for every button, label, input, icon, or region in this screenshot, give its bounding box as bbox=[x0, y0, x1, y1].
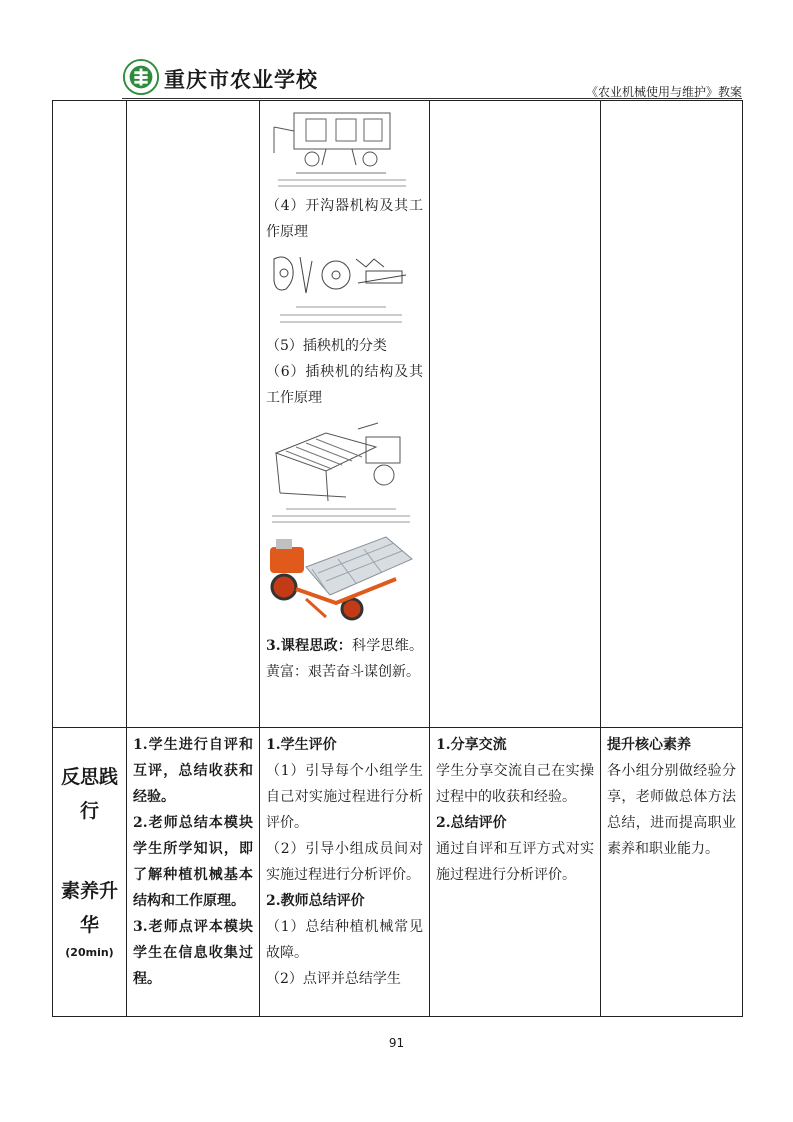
lesson-table bbox=[52, 100, 743, 1017]
stage-cell bbox=[53, 101, 127, 728]
item-4-text: （4）开沟器机构及其工作原理 bbox=[266, 198, 423, 240]
header-rule bbox=[122, 98, 742, 99]
table-row bbox=[53, 728, 743, 1017]
stage-title-reflect: 反思践行 bbox=[60, 766, 118, 822]
teacher-activity-text: （1）总结种植机械常见故障。 bbox=[266, 919, 423, 961]
transplanter-line-drawing bbox=[266, 413, 416, 525]
stage-title-literacy: 素养升华 bbox=[60, 880, 118, 936]
teaching-content-cell bbox=[127, 101, 260, 728]
student-activity-cell bbox=[430, 728, 601, 1017]
intent-heading: 提升核心素养 bbox=[607, 737, 691, 753]
school-logo bbox=[122, 58, 160, 96]
student-evaluation-heading: 1.学生评价 bbox=[266, 737, 337, 753]
student-activity-cell bbox=[430, 101, 601, 728]
content-point-3: 3.老师点评本模块学生在信息收集过程。 bbox=[133, 919, 253, 987]
table-row bbox=[53, 101, 743, 728]
teacher-activity-text: （2）点评并总结学生 bbox=[266, 971, 401, 987]
teacher-activity-cell bbox=[260, 728, 430, 1017]
content-point-2: 2.老师总结本模块学生所学知识，即了解种植机械基本结构和工作原理。 bbox=[133, 815, 253, 909]
item-6-text: （6）插秧机的结构及其工作原理 bbox=[266, 364, 423, 406]
furrow-opener-diagram bbox=[266, 247, 416, 329]
teacher-activity-text: （2）引导小组成员间对实施过程进行分析评价。 bbox=[266, 841, 423, 883]
stage-duration: (20min) bbox=[65, 946, 114, 959]
student-activity-text: 学生分享交流自己在实操过程中的收获和经验。 bbox=[436, 763, 594, 805]
content-point-1: 1.学生进行自评和互评，总结收获和经验。 bbox=[133, 737, 253, 805]
teacher-activity-text: （1）引导每个小组学生自己对实施过程进行分析评价。 bbox=[266, 763, 423, 831]
ideology-label: 3.课程思政： bbox=[266, 638, 353, 654]
school-name: 重庆市农业学校 bbox=[164, 67, 318, 92]
teacher-activity-cell bbox=[260, 101, 430, 728]
summary-heading: 2.总结评价 bbox=[436, 815, 507, 831]
item-5-text: （5）插秧机的分类 bbox=[266, 338, 387, 354]
design-intent-cell bbox=[601, 101, 743, 728]
teacher-summary-heading: 2.教师总结评价 bbox=[266, 893, 365, 909]
planter-diagram-top bbox=[266, 107, 416, 189]
design-intent-cell bbox=[601, 728, 743, 1017]
ideology-paragraph bbox=[266, 633, 423, 685]
student-activity-text: 通过自评和互评方式对实施过程进行分析评价。 bbox=[436, 841, 594, 883]
intent-text: 各小组分别做经验分享，老师做总体方法总结，进而提高职业素养和职业能力。 bbox=[607, 763, 736, 857]
course-title: 《农业机械使用与维护》教案 bbox=[585, 85, 742, 99]
share-heading: 1.分享交流 bbox=[436, 737, 507, 753]
transplanter-photo bbox=[266, 529, 416, 629]
page-header bbox=[122, 52, 742, 102]
page-number: 91 bbox=[388, 1036, 405, 1050]
stage-cell bbox=[53, 728, 127, 1017]
teaching-content-cell bbox=[127, 728, 260, 1017]
ideology-text: 科学思维。黄富：艰苦奋斗谋创新。 bbox=[266, 638, 423, 680]
